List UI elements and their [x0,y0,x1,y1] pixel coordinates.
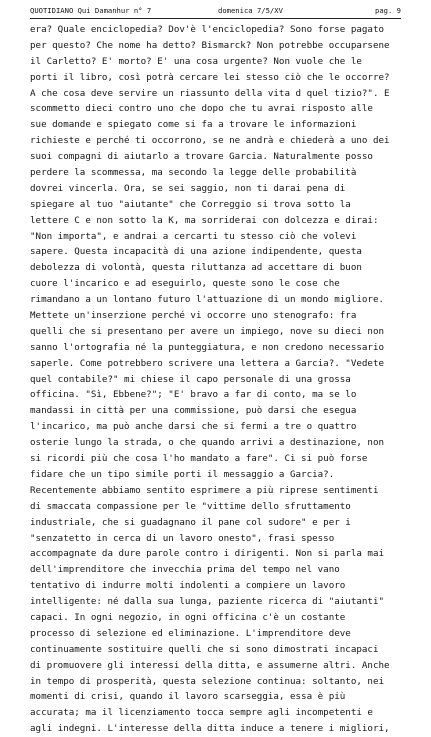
text-line: accompagnate da dure parole contro i dirigenti. Non si parla mai [30,548,385,560]
text-line: debolezza di volontà, questa riluttanza ad accettare di buon [30,262,362,274]
text-line: perdere la scommessa, ma secondo la legge delle probabilità [30,167,357,179]
text-line: "senzatetto in cerca di un lavoro onesto", frasi spesso [30,532,335,544]
text-line: mandassi in città per una commissione, può darsi che esegua [30,405,357,417]
text-line: officina. "Sì, Ebbene?"; "E' bravo a far di conto, ma se lo [30,389,357,401]
text-line: fidare che un tipo simile porti il messaggio a Garcia?. [30,468,335,480]
text-line: era? Quale enciclopedia? Dov'è l'enciclopedia? Sono forse pagato [30,24,385,35]
text-line: continuamente sostituire quelli che si sono dimostrati incapaci [30,643,379,655]
text-line: sue domande e spiegato come si fa a trovare le informazioni [30,119,357,131]
text-line: in tempo di prosperità, questa selezione continua: soltanto, nei [30,675,385,687]
header-page-number: pag. 9 [375,6,401,15]
text-line: dovrei vincerla. Ora, se sei saggio, non ti darai pena di [30,182,346,194]
text-line: cuore l'incarico e ad eseguirlo, queste sono le cose che [30,278,340,290]
text-line: "Non importa", e andrai a cercarti tu stesso ciò che volevi [30,230,357,242]
text-line: accurata; ma il licenziamento tocca sempre agli incompetenti e [30,707,373,719]
text-line: lettere C e non sotto la K, ma sorriderai con dolcezza e dirai: [30,214,379,226]
text-line: agli indegni. L'interesse della ditta induce a tenere i migliori, [30,723,390,735]
text-line: il Carletto? E' morto? E' una cosa urgente? Non vuole che le [30,55,362,67]
text-line: industriale, che si guadagnano il pane col sudore" e per i [30,516,351,528]
text-line: rimandano a un lontano futuro l'attuazione di un mondo migliore. [30,294,385,306]
text-line: A che cosa deve servire un riassunto della vita d quel tizio?". E [30,87,390,99]
header-date: domenica 7/5/XV [218,6,283,15]
text-line: capaci. In ogni negozio, in ogni officina c'è un costante [30,611,346,623]
text-line: osterie lungo la strada, o che quando arrivi a destinazione, non [30,437,385,449]
text-line: tentativo di indurre molti indolenti a compiere un lavoro [30,580,346,592]
text-line: porti il libro, così potrà cercare lei stesso ciò che le occorre? [30,71,390,83]
header-rule [30,18,401,19]
text-line: quelli che si presentano per avere un impiego, nove su dieci non [30,325,385,337]
text-line: suoi compagni di aiutarlo a trovare Garcia. Naturalmente posso [30,151,373,163]
text-line: scommetto dieci contro uno che dopo che tu avrai risposto alle [30,103,373,115]
text-line: Recentemente abbiamo sentito esprimere a più riprese sentimenti [30,484,379,496]
text-line: l'incarico, ma può anche darsi che si fermi a tre o quattro [30,421,357,433]
page-header [30,4,401,18]
text-line: quel contabile?" mi chiese il capo personale di una grossa [30,373,351,385]
text-line: si ricordi più che cosa l'ho mandato a fare". Ci si può forse [30,453,368,465]
text-line: saperle. Come potrebbero scrivere una lettera a Garcia?. "Vedete [30,357,385,369]
text-line: di smaccata compassione per le "vittime dello sfruttamento [30,500,351,512]
body-text [30,22,401,737]
text-line: momenti di crisi, quando il lavoro scarseggia, essa è più [30,691,346,703]
text-line: di promuovere gli interessi della ditta, e assumerne altri. Anche [30,659,390,671]
text-line: sanno l'ortografia né la punteggiatura, e non credono necessario [30,341,385,353]
text-line: dell'imprenditore che invecchia prima del tempo nel vano [30,564,340,576]
text-line: sapere. Questa incapacità di una azione indipendente, questa [30,246,362,258]
text-line: per questo? Che nome ha detto? Bismarck? Non potrebbe occuparsene [30,39,390,51]
text-line: Mettete un'inserzione perché vi occorre uno stenografo: fra [30,310,357,322]
text-line: richieste e perché ti occorrono, se ne andrà e chiederà a uno dei [30,135,390,147]
text-line: intelligente: né dalla sua lunga, paziente ricerca di "aiutanti" [30,596,385,608]
header-publication: QUOTIDIANO Qui Damanhur n° 7 [30,6,152,15]
text-line: processo di selezione ed eliminazione. L'imprenditore deve [30,627,351,639]
text-line: spiegare al tuo "aiutante" che Correggio si trova sotto la [30,198,351,210]
